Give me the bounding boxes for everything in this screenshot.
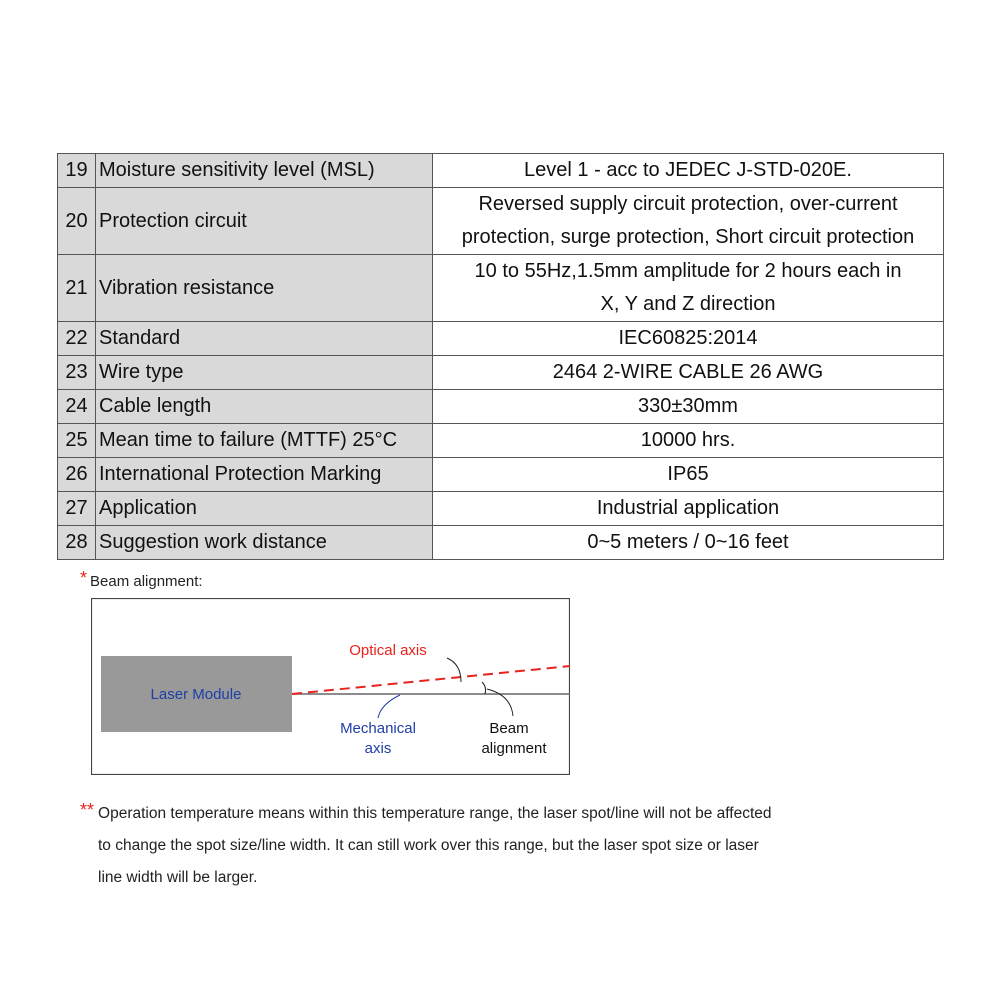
beam-alignment-note bbox=[80, 567, 203, 593]
beam-alignment-heading: Beam alignment: bbox=[90, 573, 203, 590]
value-line: protection, surge protection, Short circuit protection bbox=[461, 226, 915, 248]
parameter-name: Application bbox=[96, 492, 433, 526]
value-line: 10 to 55Hz,1.5mm amplitude for 2 hours each in bbox=[474, 260, 902, 282]
value-line: 10000 hrs. bbox=[640, 429, 736, 451]
row-number: 19 bbox=[58, 154, 96, 188]
table-row bbox=[58, 322, 944, 356]
spec-table bbox=[57, 153, 944, 560]
row-number: 28 bbox=[58, 526, 96, 560]
row-number: 26 bbox=[58, 458, 96, 492]
beam-alignment-label-line1: Beam bbox=[489, 720, 529, 737]
table-row bbox=[58, 356, 944, 390]
parameter-name: Vibration resistance bbox=[96, 255, 433, 322]
parameter-value bbox=[433, 526, 944, 560]
value-line: IEC60825:2014 bbox=[618, 327, 758, 349]
parameter-name: Mean time to failure (MTTF) 25°C bbox=[96, 424, 433, 458]
value-line: 2464 2-WIRE CABLE 26 AWG bbox=[552, 361, 824, 383]
parameter-name: Cable length bbox=[96, 390, 433, 424]
parameter-name: International Protection Marking bbox=[96, 458, 433, 492]
value-line: X, Y and Z direction bbox=[600, 293, 776, 315]
row-number: 21 bbox=[58, 255, 96, 322]
row-number: 22 bbox=[58, 322, 96, 356]
parameter-value bbox=[433, 322, 944, 356]
parameter-name: Wire type bbox=[96, 356, 433, 390]
value-line: 0~5 meters / 0~16 feet bbox=[587, 531, 789, 553]
parameter-name: Standard bbox=[96, 322, 433, 356]
parameter-value bbox=[433, 154, 944, 188]
value-line: Level 1 - acc to JEDEC J-STD-020E. bbox=[524, 159, 852, 181]
parameter-value bbox=[433, 255, 944, 322]
parameter-name: Protection circuit bbox=[96, 188, 433, 255]
table-row bbox=[58, 188, 944, 255]
note2-line-1 bbox=[80, 794, 880, 830]
parameter-value bbox=[433, 424, 944, 458]
note2-line-3: line width will be larger. bbox=[98, 869, 258, 886]
mechanical-axis-label-line2: axis bbox=[364, 740, 392, 757]
parameter-value bbox=[433, 356, 944, 390]
beam-alignment-label-line2: alignment bbox=[481, 740, 547, 757]
note2-text-1: Operation temperature means within this temperature range, the laser spot/line will not be affected bbox=[98, 805, 772, 822]
value-line: Industrial application bbox=[596, 497, 780, 519]
table-row bbox=[58, 390, 944, 424]
optical-axis-label: Optical axis bbox=[349, 642, 427, 659]
parameter-value bbox=[433, 188, 944, 255]
row-number: 25 bbox=[58, 424, 96, 458]
beam-alignment-diagram bbox=[91, 598, 570, 775]
parameter-name: Moisture sensitivity level (MSL) bbox=[96, 154, 433, 188]
value-line: IP65 bbox=[667, 463, 709, 485]
row-number: 23 bbox=[58, 356, 96, 390]
mechanical-axis-label-line1: Mechanical bbox=[340, 720, 416, 737]
parameter-value bbox=[433, 458, 944, 492]
value-line: 330±30mm bbox=[638, 395, 738, 417]
note2-line-2: to change the spot size/line width. It can still work over this range, but the laser spot size or laser bbox=[98, 837, 759, 854]
row-number: 20 bbox=[58, 188, 96, 255]
table-row bbox=[58, 526, 944, 560]
table-row bbox=[58, 154, 944, 188]
note-asterisk: * bbox=[80, 568, 88, 588]
spec-table-body bbox=[58, 154, 944, 560]
row-number: 24 bbox=[58, 390, 96, 424]
parameter-name: Suggestion work distance bbox=[96, 526, 433, 560]
table-row bbox=[58, 255, 944, 322]
note-double-asterisk: ** bbox=[80, 800, 95, 820]
parameter-value bbox=[433, 492, 944, 526]
table-row bbox=[58, 424, 944, 458]
row-number: 27 bbox=[58, 492, 96, 526]
laser-module-label: Laser Module bbox=[150, 686, 242, 703]
value-line: Reversed supply circuit protection, over-current bbox=[478, 193, 898, 215]
operation-temperature-note bbox=[80, 794, 880, 894]
table-row bbox=[58, 458, 944, 492]
parameter-value bbox=[433, 390, 944, 424]
table-row bbox=[58, 492, 944, 526]
